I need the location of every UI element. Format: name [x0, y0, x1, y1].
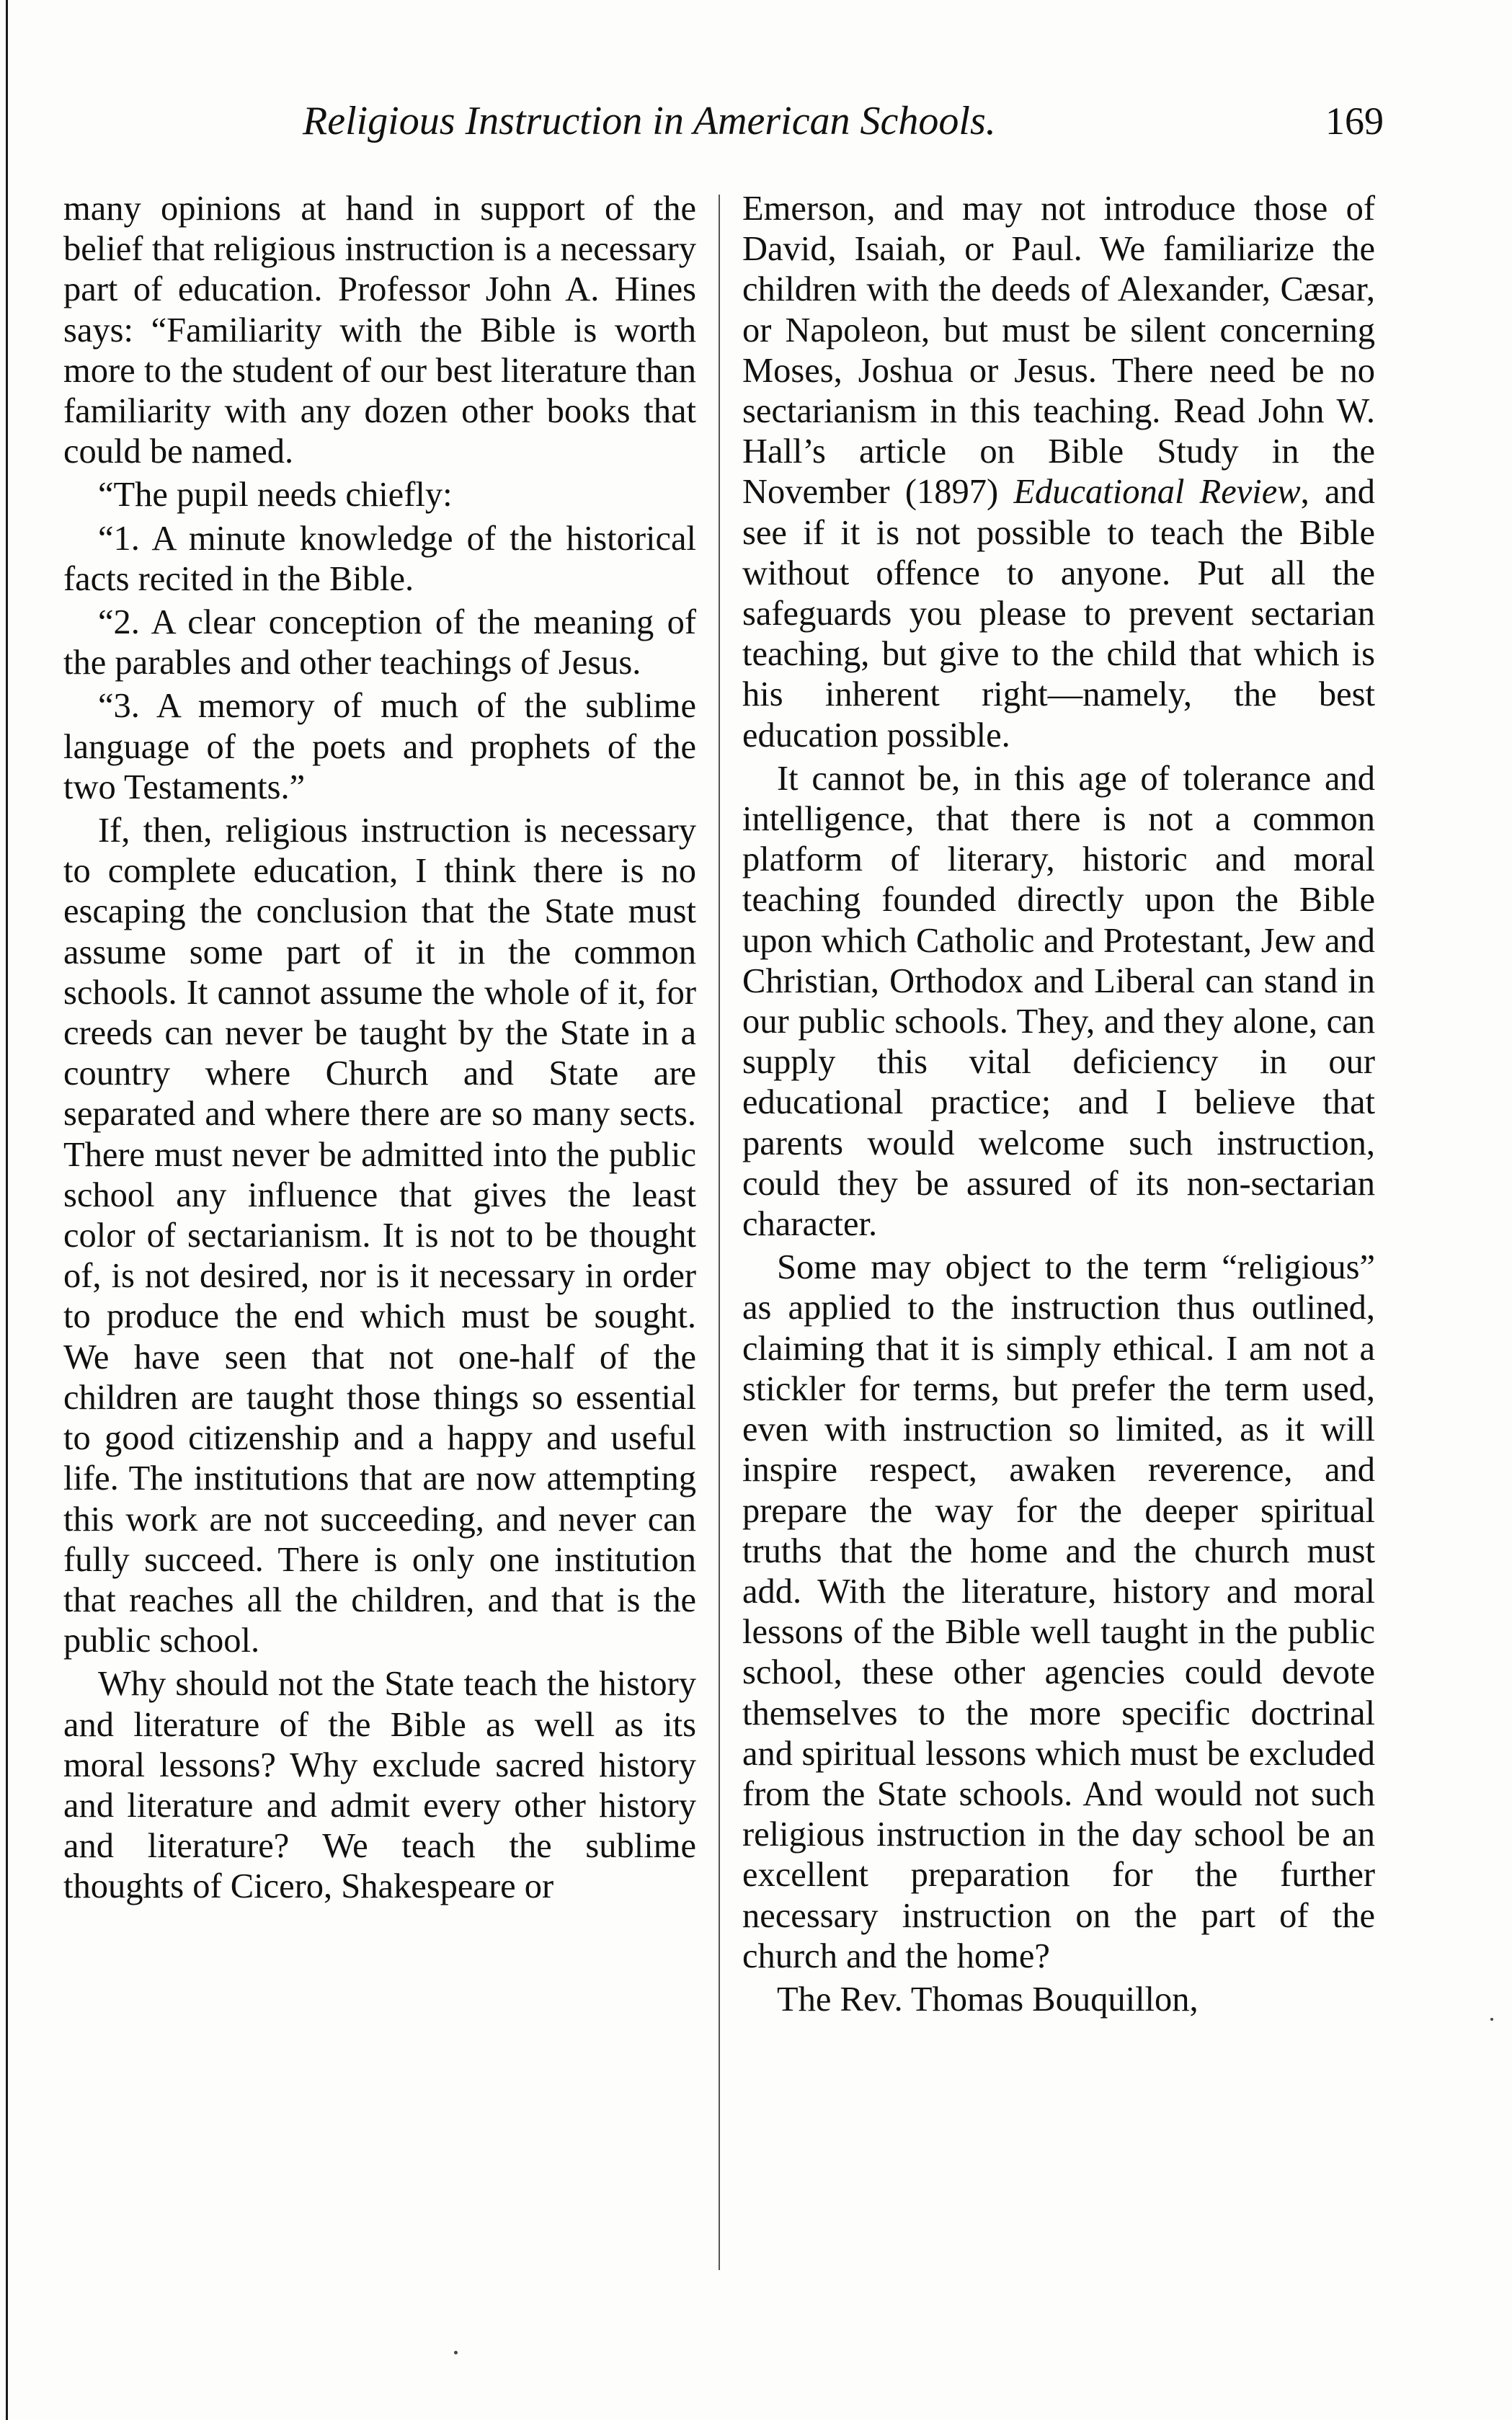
journal-title: Educational Review	[1013, 473, 1301, 512]
running-head-title: Religious Instruction in American Schools.	[303, 99, 996, 143]
page-number: 169	[1325, 99, 1384, 143]
left-paragraph-4: “2. A clear conception of the meaning of the parables and other teachings of Jesus.	[63, 603, 696, 682]
scan-speck	[1490, 2018, 1493, 2021]
right-paragraph-4: The Rev. Thomas Bouquillon,	[777, 1980, 1199, 2019]
right-paragraph-1: Emerson, and may not introduce those of David, Isaiah, or Paul. We familiarize the children with the deeds of Alexander, Cæsar, or Napoleon, but must be silent concerning Moses, Joshua or Jesus. There need be no sectarianism in this teaching. Read John W. Hall’s article on Bible Study in the November (1897) Educational Review, and see if it is not possible to teach the Bible without offence to anyone. Put all the safeguards you please to prevent sectarian teaching, but give to the child that which is his inherent right—namely, the best education possible.	[742, 190, 1376, 755]
left-paragraph-5: “3. A memory of much of the sublime language of the poets and prophets of the two Testaments.”	[63, 687, 696, 806]
left-paragraph-6: If, then, religious instruction is necessary to complete education, I think there is no escaping the conclusion that the State must assume some part of it in the common schools. It cannot assume the whole of it, for creeds can never be taught by the State in a country where Church and State are separated and where there are so many sects. There must never be admitted into the public school any influence that gives the least color of sectarianism. It is not to be thought of, is not desired, nor is it necessary in order to produce the end which must be sought. We have seen that not one-half of the children are taught those things so essential to good citizenship and a happy and useful life. The institutions that are now attempting this work are not succeeding, and never can fully succeed. There is only one institution that reaches all the children, and that is the public school.	[63, 811, 696, 1660]
left-paragraph-2: “The pupil needs chiefly:	[98, 476, 453, 515]
right-paragraph-2: It cannot be, in this age of tolerance and intelligence, that there is not a common platform of literary, historic and moral teaching founded directly upon the Bible upon which Catholic and Protestant, Jew and Christian, Orthodox and Liberal can stand in our public schools. They, and they alone, can supply this vital deficiency in our educational practice; and I believe that parents would welcome such instruction, could they be assured of its non-sectarian character.	[742, 759, 1375, 1244]
left-column	[63, 189, 696, 1910]
right-column	[742, 189, 1375, 2023]
running-head	[303, 92, 1398, 150]
page-left-edge-line	[6, 0, 8, 2420]
column-divider	[719, 195, 720, 2270]
left-paragraph-3: “1. A minute knowledge of the historical facts recited in the Bible.	[63, 519, 696, 598]
left-paragraph-7: Why should not the State teach the history and literature of the Bible as well as its moral lessons? Why exclude sacred history and literature and admit every other history and literature? We teach the sublime thoughts of Cicero, Shakespeare or	[63, 1665, 696, 1906]
left-paragraph-1: many opinions at hand in support of the belief that religious instruction is a necessary part of education. Professor John A. Hines says: “Familiarity with the Bible is worth more to the student of our best literature than familiarity with any dozen other books that could be named.	[63, 190, 696, 471]
right-paragraph-3: Some may object to the term “religious” as applied to the instruction thus outlined, claiming that it is simply ethical. I am not a stickler for terms, but prefer the term used, even with instruction so limited, as it will inspire respect, awaken reverence, and prepare the way for the deeper spiritual truths that the home and the church must add. With the literature, history and moral lessons of the Bible well taught in the public school, these other agencies could devote themselves to the more specific doctrinal and spiritual lessons which must be excluded from the State schools. And would not such religious instruction in the day school be an excellent preparation for the further necessary instruction on the part of the church and the home?	[742, 1248, 1375, 1975]
scan-speck	[454, 2351, 458, 2354]
